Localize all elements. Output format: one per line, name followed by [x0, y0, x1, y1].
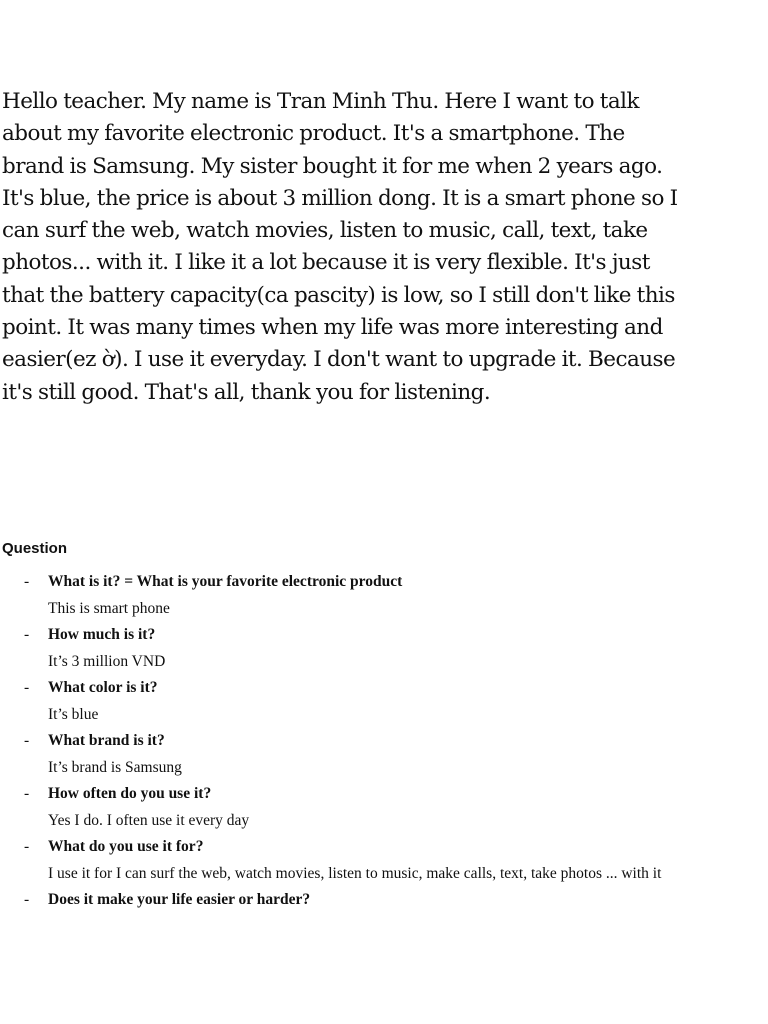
list-dash: - [24, 732, 30, 749]
qa-question: How much is it? [48, 626, 156, 643]
list-dash: - [24, 679, 30, 696]
qa-item-how-often [0, 781, 674, 834]
qa-answer: It’s brand is Samsung [48, 758, 182, 776]
qa-item-what-color [0, 675, 674, 728]
list-dash: - [24, 891, 30, 908]
qa-item-what-brand [0, 728, 674, 781]
qa-answer: Yes I do. I often use it every day [48, 811, 250, 829]
qa-question: What do you use it for? [48, 838, 204, 855]
list-dash: - [24, 573, 30, 590]
qa-list [0, 569, 700, 914]
qa-answer: This is smart phone [48, 599, 170, 617]
qa-item-how-much [0, 622, 674, 675]
qa-question: What is it? = What is your favorite electronic product [48, 573, 403, 590]
list-dash: - [24, 626, 30, 643]
list-dash: - [24, 785, 30, 802]
qa-item-what-is-it [0, 569, 674, 622]
qa-answer: It’s blue [48, 705, 99, 723]
intro-paragraph: Hello teacher. My name is Tran Minh Thu. Here I want to talk about my favorite electronic product. It's a smartphone. The brand is Samsung. My sister bought it for me when 2 years ago. It's blue, the price is about 3 million dong. It is a smart phone so I can surf the web, watch movies, listen to music, call, text, take photos... with it. I like it a lot because it is very flexible. It's just that the battery capacity(ca pascity) is low, so I still don't like this point. It was many times when my life was more interesting and easier(ez ờ). I use it everyday. I don't want to upgrade it. Because it's still good. That's all, thank you for listening. [2, 89, 678, 405]
qa-answer: It’s 3 million VND [48, 652, 166, 670]
qa-item-easier-or-harder [0, 887, 674, 914]
qa-question: Does it make your life easier or harder? [48, 891, 311, 908]
list-dash: - [24, 838, 30, 855]
qa-answer: I use it for I can surf the web, watch movies, listen to music, make calls, text, take photos ... with it [48, 864, 662, 882]
qa-question: What color is it? [48, 679, 158, 696]
qa-question: How often do you use it? [48, 785, 212, 802]
qa-question: What brand is it? [48, 732, 165, 749]
qa-item-use-for [0, 834, 674, 887]
question-heading: Question [2, 540, 68, 557]
